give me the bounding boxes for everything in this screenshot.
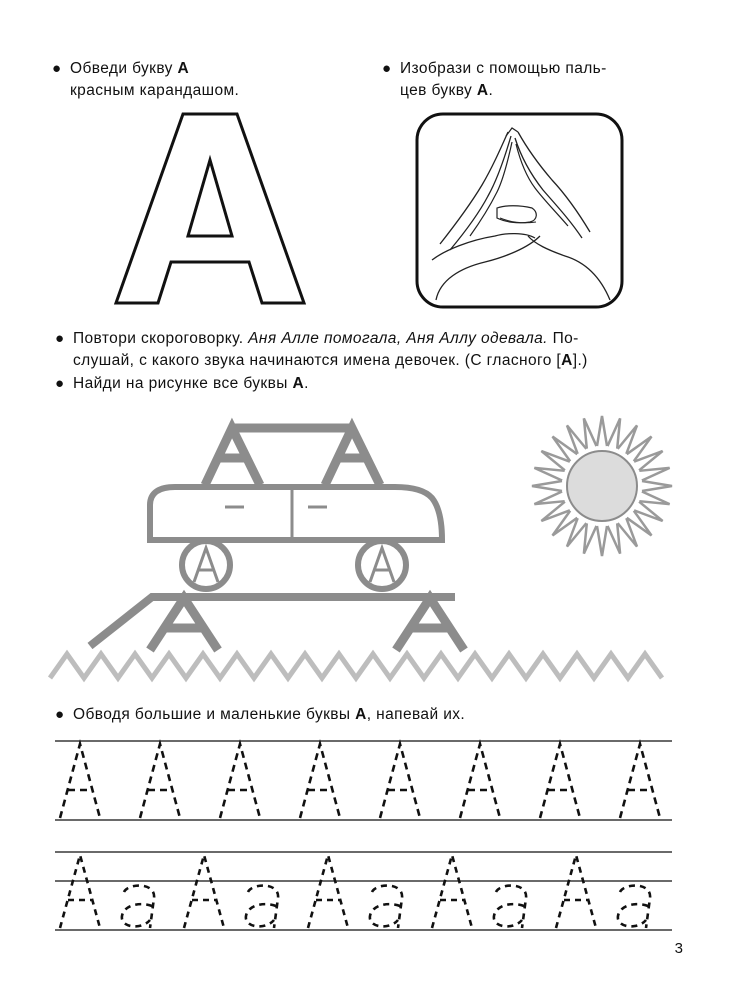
trace-capital-a — [432, 855, 472, 928]
task-letter: А — [561, 352, 573, 369]
sun-ray-letter — [597, 526, 607, 556]
task-letter: А — [355, 706, 367, 723]
trace-capital-a — [620, 744, 660, 818]
task-text: . — [488, 82, 494, 99]
car-roof-letters — [205, 428, 380, 485]
car-wheel — [182, 541, 230, 589]
trace-capital-a — [60, 744, 100, 818]
find-letters-picture — [50, 416, 672, 678]
platform-letter-a — [150, 598, 464, 650]
trace-capital-a — [380, 744, 420, 818]
task-text: красным карандашом. — [70, 82, 240, 99]
task-text: Обведи букву — [70, 60, 178, 77]
sun-ray-letter — [642, 481, 672, 491]
trace-capital-a — [220, 744, 260, 818]
task-letter: А — [476, 82, 489, 99]
bullet-dot: ● — [382, 60, 392, 77]
task-letter: А — [292, 375, 305, 392]
trace-capital-a — [460, 744, 500, 818]
task-text: , напевай их. — [366, 706, 466, 723]
trace-small-a — [122, 886, 154, 928]
task-text: ].) — [572, 352, 588, 369]
trace-capital-a — [556, 855, 596, 928]
tongue-twister-text: Аня Алле помогала, Аня Аллу одевала. — [248, 330, 548, 347]
task-text: По- — [547, 330, 579, 347]
sun-ray-letter — [584, 418, 597, 448]
task-text: Обводя большие и маленькие буквы — [73, 706, 356, 723]
bullet-dot: ● — [52, 60, 62, 77]
task-text: Найди на рисунке все буквы — [73, 375, 293, 392]
trace-capital-a — [60, 855, 100, 928]
trace-small-a — [246, 886, 278, 928]
trace-small-a — [370, 886, 402, 928]
sun — [532, 416, 672, 556]
trace-capital-a — [308, 855, 348, 928]
sun-ray-letter — [639, 492, 669, 505]
sun-ray-letter — [608, 418, 621, 448]
task-text: Повтори скороговорку. — [73, 330, 249, 347]
sun-ray-letter — [534, 468, 564, 481]
trace-capital-a — [540, 744, 580, 818]
sun-ray-letter — [639, 468, 669, 481]
bullet-dot: ● — [55, 330, 65, 347]
bullet-dot: ● — [55, 706, 65, 723]
tracing-row-mixed — [55, 852, 672, 930]
big-letter-a-outline — [116, 114, 304, 303]
finger-letter-illustration — [417, 114, 622, 307]
bullet-dot: ● — [55, 375, 65, 392]
task-letter: А — [177, 60, 190, 77]
sun-ray-letter — [584, 523, 597, 553]
page-number: 3 — [674, 940, 683, 957]
tracing-row-capital — [55, 741, 672, 820]
task-text: слушай, с какого звука начинаются имена девочек. (С гласного [ — [73, 352, 562, 369]
trace-small-a — [618, 886, 650, 928]
trace-capital-a — [140, 744, 180, 818]
trace-small-a — [494, 886, 526, 928]
sun-ray-letter — [608, 523, 621, 553]
trace-capital-a — [184, 855, 224, 928]
sun-ray-letter — [534, 492, 564, 505]
task-text: Изобрази с помощью паль- — [400, 60, 607, 77]
car-wheel — [358, 541, 406, 589]
car-body — [150, 487, 442, 540]
sun-ray-letter — [532, 481, 562, 491]
task-text: цев букву — [400, 82, 477, 99]
sun-ray-letter — [597, 416, 607, 446]
task-text: . — [304, 375, 309, 392]
ground-letter-row — [50, 654, 662, 678]
trace-capital-a — [300, 744, 340, 818]
